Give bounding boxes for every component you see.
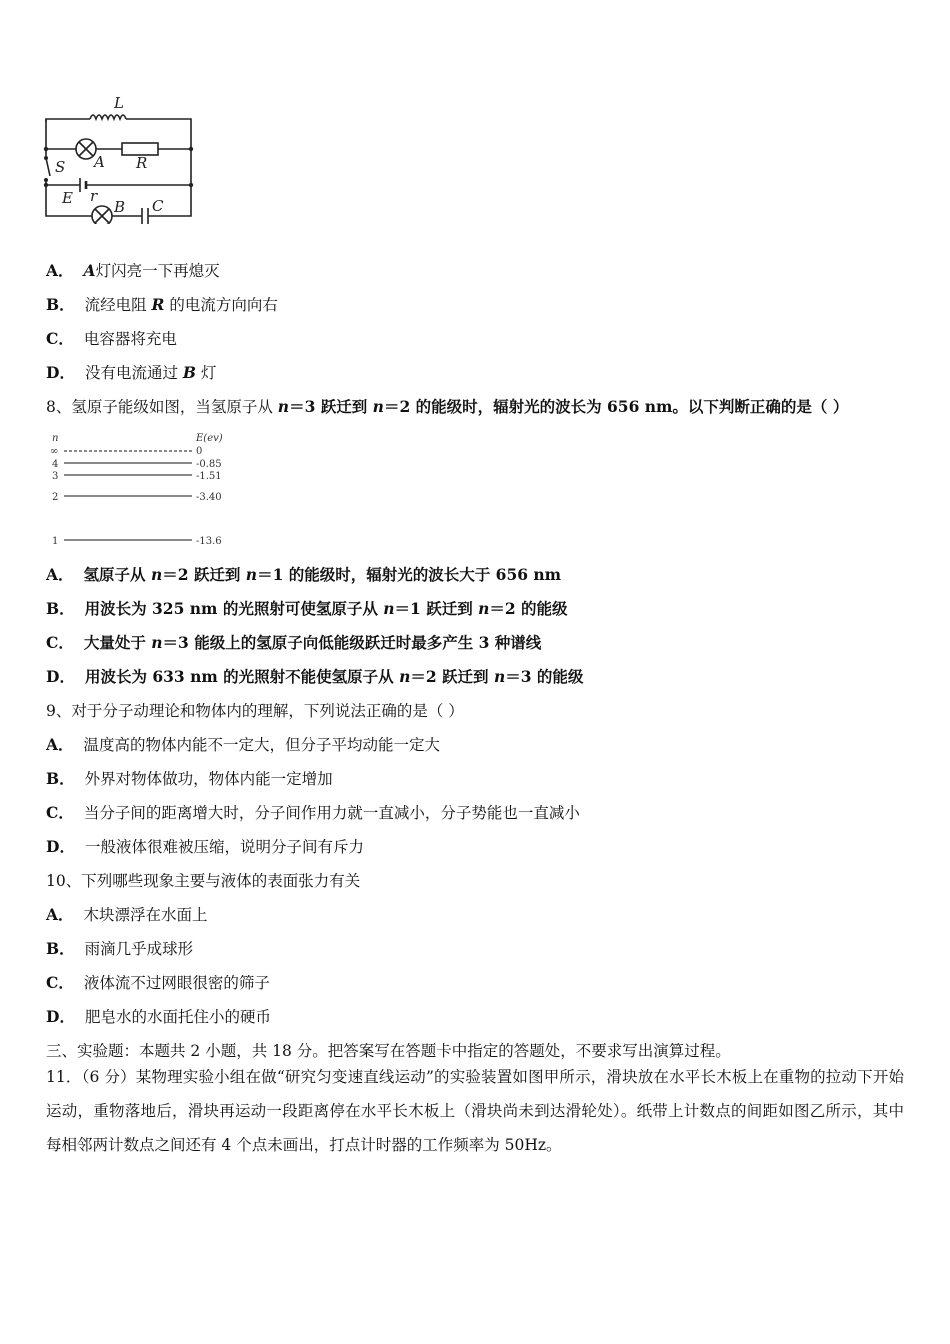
level-n-inf: ∞ [50, 446, 59, 457]
option-text: ＝2 的能级 [489, 599, 568, 618]
option-label: B． [46, 599, 75, 618]
var-n: n [493, 667, 506, 686]
var-n: n [383, 599, 395, 618]
q9-option-c [46, 803, 580, 823]
label-E: E [62, 189, 73, 207]
var-r: R [151, 295, 165, 314]
option-text: ＝2 跃迁到 [410, 667, 494, 686]
var-n: n [399, 667, 411, 686]
option-text: 电容器将充电 [83, 330, 177, 348]
q8-stem [46, 397, 848, 417]
option-text: 肥皂水的水面托住小的硬币 [84, 1008, 271, 1026]
option-text: ＝1 跃迁到 [394, 599, 479, 618]
option-label: C． [46, 329, 74, 348]
level-e-1: -13.6 [196, 536, 222, 547]
q9-option-d [46, 837, 364, 857]
var-n: n [150, 565, 163, 584]
level-n-3: 3 [52, 471, 59, 482]
q8-option-c [46, 633, 541, 653]
option-label: A． [46, 905, 74, 924]
label-R: R [136, 154, 148, 172]
var-n: n [478, 599, 490, 618]
q10-option-b [46, 939, 193, 959]
option-text: 灯闪亮一下再熄灭 [95, 262, 220, 280]
label-r: r [90, 187, 98, 205]
var-n: n [372, 397, 384, 416]
option-label: D． [46, 667, 75, 686]
level-e-2: -3.40 [196, 492, 222, 503]
option-label: B． [46, 769, 75, 788]
option-text-pre: 没有电流通过 [84, 364, 183, 382]
option-text: 大量处于 [83, 633, 152, 652]
var-b: B [182, 363, 196, 382]
q10-stem: 10、下列哪些现象主要与液体的表面张力有关 [46, 872, 361, 890]
option-label: C． [46, 803, 74, 822]
stem-text: ＝3 跃迁到 [289, 397, 373, 416]
option-label: D． [46, 363, 75, 382]
stem-text: 8、氢原子能级如图，当氢原子从 [46, 398, 278, 416]
option-text: ＝3 的能级 [505, 667, 584, 686]
level-n-4: 4 [52, 459, 59, 470]
q9-option-b [46, 769, 333, 789]
q9-option-a [46, 735, 440, 755]
q8-option-a [46, 565, 561, 585]
stem-text: ＝2 的能级时，辐射光的波长为 656 nm。以下判断正确的是（ ） [383, 397, 849, 416]
label-C: C [152, 197, 164, 215]
level-e-4: -0.85 [196, 459, 222, 470]
var-n: n [151, 633, 163, 652]
option-label: A． [46, 565, 74, 584]
option-label: A． [46, 261, 74, 280]
q10-option-c [46, 973, 270, 993]
option-text: 氢原子从 [83, 565, 151, 584]
option-text: 的电流方向向右 [164, 296, 278, 314]
diagram-e-header: E(ev) [196, 433, 223, 444]
level-n-2: 2 [52, 492, 59, 503]
option-text: 一般液体很难被压缩，说明分子间有斥力 [84, 838, 364, 856]
q10-option-a [46, 905, 208, 925]
option-text: 木块漂浮在水面上 [83, 906, 208, 924]
option-text: 外界对物体做功，物体内能一定增加 [84, 770, 333, 788]
circuit-diagram [40, 92, 200, 224]
option-text: 当分子间的距离增大时，分子间作用力就一直减小，分子势能也一直减小 [83, 804, 580, 822]
q11-paragraph: 11．（6 分）某物理实验小组在做“研究匀变速直线运动”的实验装置如图甲所示，滑块放在水平长木板上在重物的拉动下开始运动，重物落地后，滑块再运动一段距离停在水平长木板上（滑块尚未到达滑轮处）。纸带上计数点的间距如图乙所示，其中每相邻两计数点之间还有 4 个点未画出，打点计时器的工作频率为 50Hz。 [46, 1068, 904, 1154]
option-label: B． [46, 939, 75, 958]
option-text: 液体流不过网眼很密的筛子 [83, 974, 270, 992]
label-L: L [114, 94, 124, 112]
var-a: A [83, 261, 96, 280]
option-label: D． [46, 837, 75, 856]
option-text: 灯 [196, 364, 217, 382]
option-label: A． [46, 735, 74, 754]
option-text: 雨滴几乎成球形 [84, 940, 194, 958]
level-e-inf: 0 [196, 446, 203, 457]
var-n: n [277, 397, 290, 416]
label-S: S [55, 158, 66, 176]
q7-option-c [46, 329, 177, 349]
diagram-n-header: n [52, 433, 59, 444]
option-text: ＝1 的能级时，辐射光的波长大于 656 nm [257, 565, 562, 584]
option-text-pre: 流经电阻 [84, 296, 152, 314]
option-text: 用波长为 325 nm 的光照射可使氢原子从 [84, 599, 384, 618]
q9-stem: 9、对于分子动理论和物体内的理解，下列说法正确的是（ ） [46, 702, 464, 720]
option-label: C． [46, 973, 74, 992]
label-A: A [94, 153, 105, 171]
option-label: D． [46, 1007, 75, 1026]
level-e-3: -1.51 [196, 471, 222, 482]
q10-option-d [46, 1007, 271, 1027]
section-3-heading: 三、实验题：本题共 2 小题，共 18 分。把答案写在答题卡中指定的答题处，不要求写出演算过程。 [46, 1042, 731, 1060]
option-text: 用波长为 633 nm 的光照射不能使氢原子从 [84, 667, 400, 686]
q8-option-b [46, 599, 568, 619]
q7-option-b [46, 295, 278, 315]
label-B: B [114, 198, 126, 216]
option-text: ＝3 能级上的氢原子向低能级跃迁时最多产生 3 种谱线 [162, 633, 542, 652]
q8-option-d [46, 667, 583, 687]
q7-option-d [46, 363, 216, 383]
option-text: ＝2 跃迁到 [162, 565, 246, 584]
option-label: C． [46, 633, 74, 652]
option-text: 温度高的物体内能不一定大，但分子平均动能一定大 [83, 736, 441, 754]
energy-level-diagram [44, 430, 244, 552]
option-label: B． [46, 295, 75, 314]
q7-option-a [46, 261, 220, 281]
level-n-1: 1 [52, 536, 59, 547]
var-n: n [245, 565, 258, 584]
